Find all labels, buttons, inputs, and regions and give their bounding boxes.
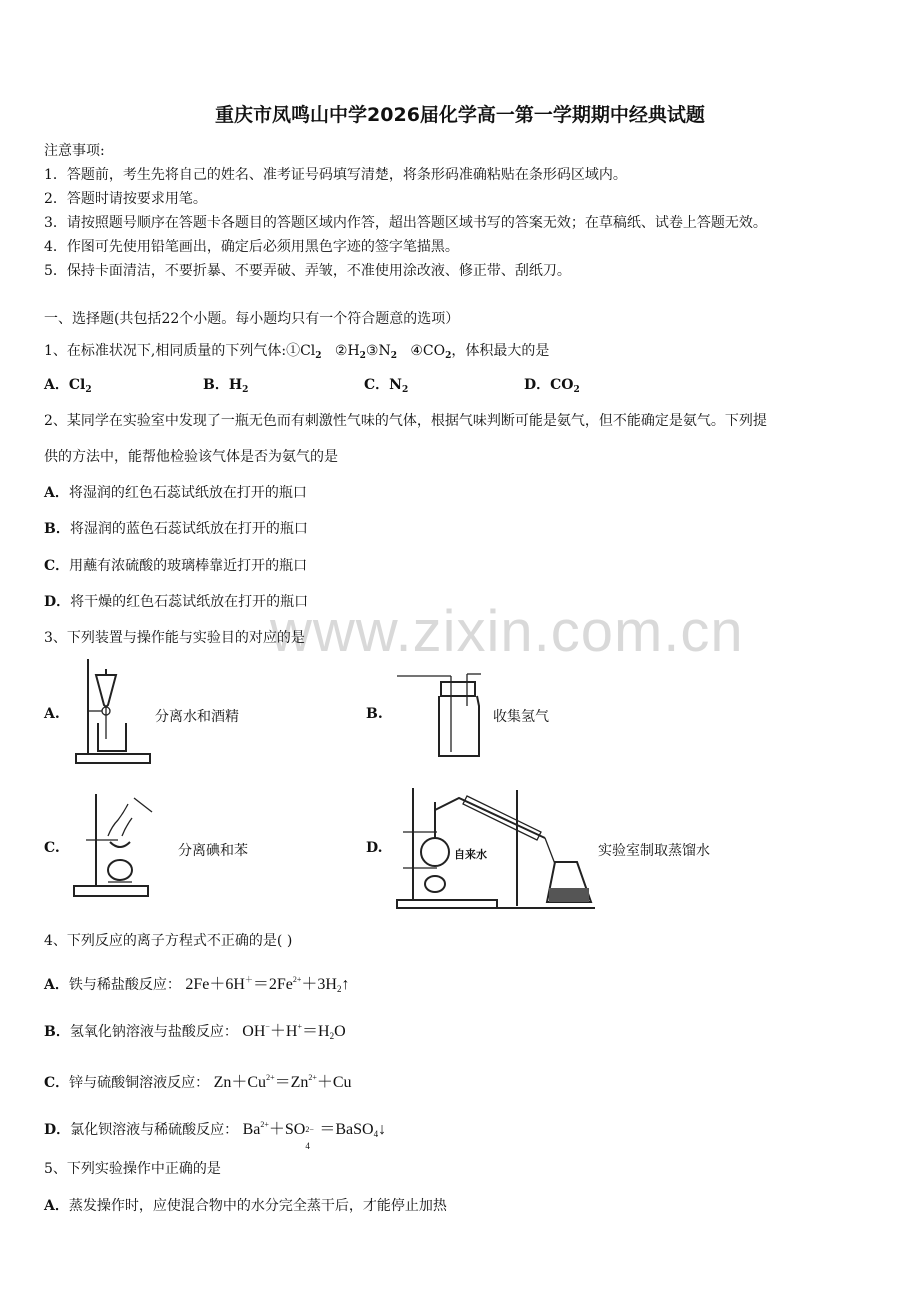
diagram-label: 自来水 <box>454 848 487 861</box>
q1-option-a: A．$Cl_2$ <box>44 377 92 395</box>
question-1-stem: 1、在标准状况下,相同质量的下列气体$:①Cl_2$ $②H_2③N_2$ $④CO_2$，体积最大的是 <box>44 343 550 361</box>
notice-item: 2．答题时请按要求用笔。 <box>44 191 207 207</box>
page-title: 重庆市凤鸣山中学2026届化学高一第一学期期中经典试题 <box>215 104 705 126</box>
watermark: www.zixin.com.cn <box>270 599 744 664</box>
section-heading: 一、选择题(共包括22个小题。每小题均只有一个符合题意的选项） <box>44 311 460 327</box>
q1-option-b: B．$H_2$ <box>203 377 249 395</box>
q3-option-c-letter: C. <box>44 840 60 856</box>
notice-item: 5．保持卡面清洁，不要折暴、不要弄破、弄皱，不准使用涂改液、修正带、刮纸刀。 <box>44 263 571 279</box>
notice-item: 1．答题前，考生先将自己的姓名、准考证号码填写清楚，将条形码准确粘贴在条形码区域内。 <box>44 167 627 183</box>
q3-option-a-letter: A. <box>44 706 60 722</box>
q1-option-c: C．$N_2$ <box>364 377 409 395</box>
gas-bottle-diagram <box>395 664 485 760</box>
q2-option-c: C．用蘸有浓硫酸的玻璃棒靠近打开的瓶口 <box>44 558 308 574</box>
sublimation-diagram <box>72 790 162 902</box>
notice-heading: 注意事项: <box>44 143 105 159</box>
q2-option-a: A．将湿润的红色石蕊试纸放在打开的瓶口 <box>44 485 307 501</box>
q1-option-d: D．$CO_2$ <box>524 377 580 395</box>
question-5-stem: 5、下列实验操作中正确的是 <box>44 1161 221 1177</box>
q3-option-b-text: 收集氢气 <box>493 709 549 725</box>
question-4-stem: 4、下列反应的离子方程式不正确的是( ) <box>44 933 293 949</box>
q4-option-d: D．氯化钡溶液与稀硫酸反应： $Ba^{2+}+SO$ 2− 4 ＝BaSO$_4$↓ <box>44 1120 387 1151</box>
distillation-diagram <box>395 782 600 912</box>
notice-item: 3．请按照题号顺序在答题卡各题目的答题区域内作答，超出答题区域书写的答案无效；在草稿纸、试卷上答题无效。 <box>44 215 767 231</box>
q2-option-b: B．将湿润的蓝色石蕊试纸放在打开的瓶口 <box>44 521 308 537</box>
question-2-stem-line1: 2、某同学在实验室中发现了一瓶无色而有刺激性气味的气体，根据气味判断可能是氨气，但不能确定是氨气。下列提 <box>44 413 767 429</box>
q4-option-a: A．铁与稀盐酸反应： $2Fe+6H^+=2Fe^{2+}+3H_2↑$ <box>44 975 350 994</box>
separatory-funnel-diagram <box>74 655 154 767</box>
q4-option-b: B．氢氧化钠溶液与盐酸反应： $OH^-+H^+=H_2O$ <box>44 1022 346 1041</box>
q2-option-d: D．将干燥的红色石蕊试纸放在打开的瓶口 <box>44 594 309 610</box>
q5-option-a: A．蒸发操作时，应使混合物中的水分完全蒸干后，才能停止加热 <box>44 1198 447 1214</box>
q3-option-c-text: 分离碘和苯 <box>178 843 248 859</box>
q3-option-d-text: 实验室制取蒸馏水 <box>598 843 710 859</box>
q3-option-b-letter: B. <box>366 706 383 722</box>
q3-option-a-text: 分离水和酒精 <box>155 709 239 725</box>
question-3-stem: 3、下列装置与操作能与实验目的对应的是 <box>44 630 305 646</box>
q3-option-d-letter: D. <box>366 840 383 856</box>
q4-option-c: C．锌与硫酸铜溶液反应： $Zn+Cu^{2+}=Zn^{2+}+Cu$ <box>44 1073 352 1091</box>
question-2-stem-line2: 供的方法中，能帮他检验该气体是否为氨气的是 <box>44 449 338 465</box>
notice-item: 4．作图可先使用铅笔画出，确定后必须用黑色字迹的签字笔描黑。 <box>44 239 459 255</box>
